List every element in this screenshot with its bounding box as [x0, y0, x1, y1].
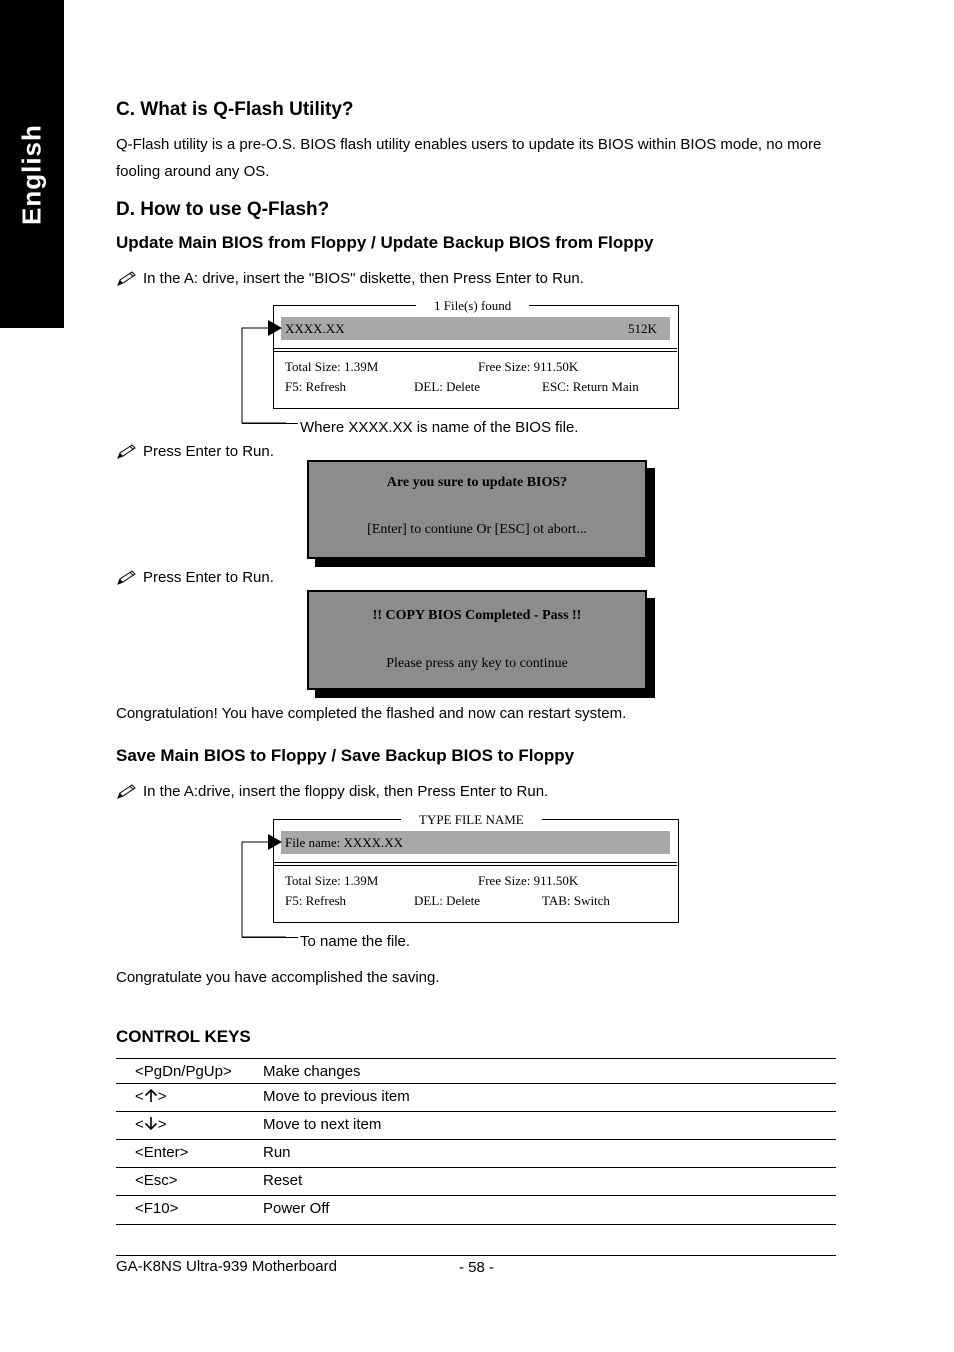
language-label: English	[16, 124, 47, 226]
section-c-body-line1: Q-Flash utility is a pre-O.S. BIOS flash utility enables users to update its BIOS within BIOS mode, no more	[116, 136, 822, 153]
bios-file-name: XXXX.XX	[285, 321, 345, 336]
key-description: Reset	[263, 1172, 303, 1189]
delete-key-hint: DEL: Delete	[414, 379, 481, 394]
update-done-text: Congratulation! You have completed the flashed and now can restart system.	[116, 705, 627, 722]
control-key-row	[116, 1167, 836, 1196]
return-main-key-hint: ESC: Return Main	[542, 379, 639, 394]
pencil-icon	[116, 570, 138, 586]
key-description: Move to previous item	[263, 1088, 410, 1105]
key-name: < >	[135, 1116, 167, 1133]
file-name-value: File name: XXXX.XX	[285, 835, 404, 850]
pencil-icon	[116, 271, 138, 287]
key-name: < >	[135, 1088, 167, 1105]
footer-rule	[116, 1255, 836, 1256]
file-count-legend: 1 File(s) found	[416, 298, 529, 314]
down-arrow-icon	[144, 1116, 158, 1131]
screen2-divider	[274, 862, 677, 863]
key-description: Move to next item	[263, 1116, 382, 1133]
up-arrow-icon	[144, 1088, 158, 1103]
update-step3-text: Press Enter to Run.	[143, 569, 274, 586]
save-step1-text: In the A:drive, insert the floppy disk, then Press Enter to Run.	[143, 783, 549, 800]
section-c-heading: C. What is Q-Flash Utility?	[116, 99, 354, 120]
control-key-row	[116, 1111, 836, 1140]
delete-key-hint: DEL: Delete	[414, 893, 481, 908]
callout-arrow-1	[238, 318, 286, 428]
control-key-row	[116, 1139, 836, 1168]
screen2-divider-inner	[274, 865, 677, 866]
key-description: Make changes	[263, 1063, 361, 1080]
control-keys-heading: CONTROL KEYS	[116, 1027, 251, 1046]
confirm-update-prompt: [Enter] to contiune Or [ESC] ot abort...	[367, 522, 587, 537]
key-description: Power Off	[263, 1200, 330, 1217]
callout-1-text: Where XXXX.XX is name of the BIOS file.	[300, 419, 579, 436]
switch-key-hint: TAB: Switch	[542, 893, 610, 908]
update-step1-text: In the A: drive, insert the "BIOS" diskette, then Press Enter to Run.	[143, 270, 584, 287]
key-name: <Enter>	[135, 1144, 189, 1161]
refresh-key-hint: F5: Refresh	[285, 379, 347, 394]
control-key-row	[116, 1195, 836, 1225]
copy-completed-dialog[interactable]	[307, 590, 647, 690]
update-bios-heading: Update Main BIOS from Floppy / Update Backup BIOS from Floppy	[116, 233, 654, 252]
pencil-icon	[116, 784, 138, 800]
footer-page-number: - 58 -	[459, 1259, 495, 1276]
control-key-row	[116, 1083, 836, 1112]
callout-line-2	[242, 937, 298, 938]
callout-arrow-2	[238, 832, 286, 942]
key-name: <Esc>	[135, 1172, 178, 1189]
key-name: <PgDn/PgUp>	[135, 1063, 232, 1080]
footer-product: GA-K8NS Ultra-939 Motherboard	[116, 1258, 337, 1275]
copy-completed-title: !! COPY BIOS Completed - Pass !!	[372, 608, 582, 623]
section-d-heading: D. How to use Q-Flash?	[116, 199, 330, 220]
callout-line-1	[242, 423, 298, 424]
pencil-icon	[116, 444, 138, 460]
free-size: Free Size: 911.50K	[478, 359, 579, 374]
copy-completed-prompt: Please press any key to continue	[386, 656, 568, 671]
section-c-body-line2: fooling around any OS.	[116, 163, 270, 180]
key-description: Run	[263, 1144, 291, 1161]
type-file-name-legend: TYPE FILE NAME	[401, 812, 542, 828]
total-size: Total Size: 1.39M	[285, 873, 379, 888]
save-bios-heading: Save Main BIOS to Floppy / Save Backup BIOS to Floppy	[116, 746, 575, 765]
save-done-text: Congratulate you have accomplished the saving.	[116, 969, 440, 986]
refresh-key-hint: F5: Refresh	[285, 893, 347, 908]
screen1-divider	[274, 348, 677, 349]
free-size: Free Size: 911.50K	[478, 873, 579, 888]
confirm-update-title: Are you sure to update BIOS?	[386, 475, 568, 490]
update-step2-text: Press Enter to Run.	[143, 443, 274, 460]
screen1-divider-inner	[274, 351, 677, 352]
bios-file-size: 512K	[628, 321, 657, 336]
key-name: <F10>	[135, 1200, 179, 1217]
total-size: Total Size: 1.39M	[285, 359, 379, 374]
callout-2-text: To name the file.	[300, 933, 411, 950]
